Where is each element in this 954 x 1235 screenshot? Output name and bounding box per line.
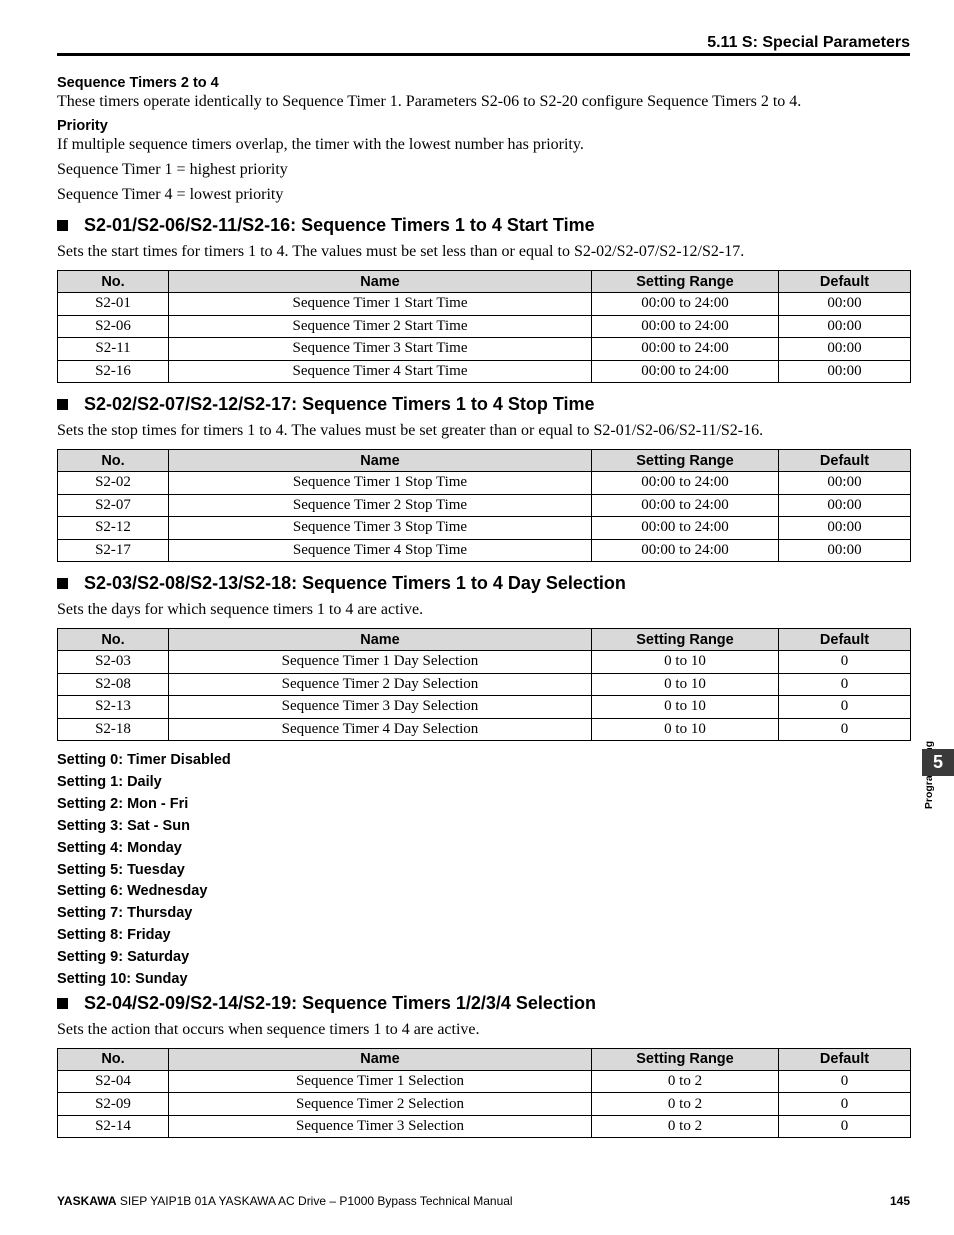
- cell-range: 0 to 10: [592, 651, 779, 674]
- section-title: S2-04/S2-09/S2-14/S2-19: Sequence Timers 1/2/3/4 Selection: [84, 992, 596, 1013]
- cell-range: 00:00 to 24:00: [592, 315, 779, 338]
- column-header-no: No.: [58, 271, 169, 293]
- footer-manual-title: SIEP YAIP1B 01A YASKAWA AC Drive – P1000 Bypass Technical Manual: [119, 1194, 513, 1208]
- table-row: [58, 1070, 911, 1093]
- page-content: [57, 74, 910, 1138]
- list-item: Setting 10: Sunday: [57, 971, 188, 988]
- cell-name: Sequence Timer 2 Day Selection: [169, 673, 592, 696]
- parameter-table: [57, 449, 911, 562]
- cell-no: S2-11: [58, 338, 169, 361]
- table-row: [58, 696, 911, 719]
- cell-no: S2-03: [58, 651, 169, 674]
- section-description: Sets the action that occurs when sequence timers 1 to 4 are active.: [57, 1020, 480, 1038]
- timers-2-4-heading: Sequence Timers 2 to 4: [57, 75, 219, 91]
- cell-name: Sequence Timer 1 Day Selection: [169, 651, 592, 674]
- cell-default: 0: [779, 673, 911, 696]
- list-item: Setting 9: Saturday: [57, 949, 190, 966]
- table-header-row: [58, 629, 911, 651]
- day-settings-list: [57, 750, 910, 991]
- bullet-square-icon: [57, 578, 68, 589]
- column-header-name: Name: [169, 629, 592, 651]
- cell-range: 00:00 to 24:00: [592, 539, 779, 562]
- cell-no: S2-17: [58, 539, 169, 562]
- column-header-no: No.: [58, 450, 169, 472]
- cell-default: 0: [779, 1115, 911, 1138]
- footer-brand: YASKAWA: [57, 1194, 117, 1208]
- table-row: [58, 651, 911, 674]
- column-header-no: No.: [58, 629, 169, 651]
- column-header-name: Name: [169, 1048, 592, 1070]
- cell-default: 00:00: [779, 472, 911, 495]
- table-header-row: [58, 450, 911, 472]
- table-row: [58, 517, 911, 540]
- cell-default: 00:00: [779, 360, 911, 383]
- chapter-tab-number: 5: [922, 749, 954, 776]
- cell-default: 00:00: [779, 338, 911, 361]
- bullet-square-icon: [57, 220, 68, 231]
- cell-no: S2-13: [58, 696, 169, 719]
- column-header-default: Default: [779, 271, 911, 293]
- cell-name: Sequence Timer 2 Stop Time: [169, 494, 592, 517]
- priority-highest: Sequence Timer 1 = highest priority: [57, 161, 288, 178]
- list-item: Setting 0: Timer Disabled: [57, 752, 231, 768]
- cell-no: S2-07: [58, 494, 169, 517]
- cell-name: Sequence Timer 1 Selection: [169, 1070, 592, 1093]
- table-row: [58, 338, 911, 361]
- table-header-row: [58, 271, 911, 293]
- table-row: [58, 1093, 911, 1116]
- cell-no: S2-02: [58, 472, 169, 495]
- list-item: Setting 1: Daily: [57, 773, 162, 790]
- cell-default: 00:00: [779, 539, 911, 562]
- cell-default: 0: [779, 1093, 911, 1116]
- table-row: [58, 472, 911, 495]
- cell-default: 00:00: [779, 293, 911, 316]
- cell-name: Sequence Timer 4 Start Time: [169, 360, 592, 383]
- cell-name: Sequence Timer 2 Selection: [169, 1093, 592, 1116]
- cell-range: 0 to 2: [592, 1115, 779, 1138]
- cell-default: 00:00: [779, 517, 911, 540]
- cell-no: S2-08: [58, 673, 169, 696]
- cell-no: S2-04: [58, 1070, 169, 1093]
- bullet-square-icon: [57, 399, 68, 410]
- cell-name: Sequence Timer 3 Stop Time: [169, 517, 592, 540]
- footer-manual-info: [57, 1194, 513, 1208]
- table-row: [58, 494, 911, 517]
- cell-no: S2-06: [58, 315, 169, 338]
- priority-heading: Priority: [57, 118, 108, 134]
- list-item: Setting 7: Thursday: [57, 905, 193, 922]
- page-header-title: 5.11 S: Special Parameters: [707, 34, 910, 51]
- cell-no: S2-14: [58, 1115, 169, 1138]
- list-item: Setting 5: Tuesday: [57, 861, 185, 878]
- cell-name: Sequence Timer 3 Start Time: [169, 338, 592, 361]
- column-header-range: Setting Range: [592, 450, 779, 472]
- table-row: [58, 1115, 911, 1138]
- bullet-square-icon: [57, 998, 68, 1009]
- cell-no: S2-16: [58, 360, 169, 383]
- cell-name: Sequence Timer 4 Stop Time: [169, 539, 592, 562]
- column-header-range: Setting Range: [592, 271, 779, 293]
- section-description: Sets the start times for timers 1 to 4. The values must be set less than or equal to S2-02/S2-07/S2-12/S2-17.: [57, 243, 745, 260]
- cell-range: 00:00 to 24:00: [592, 494, 779, 517]
- parameter-table: [57, 1048, 911, 1139]
- table-row: [58, 293, 911, 316]
- list-item: Setting 3: Sat - Sun: [57, 817, 190, 834]
- column-header-default: Default: [779, 1048, 911, 1070]
- column-header-no: No.: [58, 1048, 169, 1070]
- cell-name: Sequence Timer 3 Day Selection: [169, 696, 592, 719]
- section-heading: [57, 394, 910, 415]
- cell-default: 0: [779, 696, 911, 719]
- column-header-range: Setting Range: [592, 629, 779, 651]
- cell-range: 00:00 to 24:00: [592, 517, 779, 540]
- cell-name: Sequence Timer 1 Start Time: [169, 293, 592, 316]
- cell-default: 0: [779, 651, 911, 674]
- cell-default: 00:00: [779, 315, 911, 338]
- section-heading: [57, 993, 910, 1014]
- cell-no: S2-09: [58, 1093, 169, 1116]
- column-header-range: Setting Range: [592, 1048, 779, 1070]
- table-row: [58, 539, 911, 562]
- cell-range: 00:00 to 24:00: [592, 472, 779, 495]
- section-title: S2-02/S2-07/S2-12/S2-17: Sequence Timers 1 to 4 Stop Time: [84, 394, 595, 414]
- column-header-name: Name: [169, 450, 592, 472]
- priority-text: If multiple sequence timers overlap, the timer with the lowest number has priority.: [57, 136, 584, 153]
- table-row: [58, 718, 911, 741]
- cell-default: 00:00: [779, 494, 911, 517]
- cell-default: 0: [779, 1070, 911, 1093]
- cell-name: Sequence Timer 4 Day Selection: [169, 718, 592, 741]
- cell-range: 0 to 2: [592, 1093, 779, 1116]
- section-title: S2-03/S2-08/S2-13/S2-18: Sequence Timers 1 to 4 Day Selection: [84, 573, 626, 593]
- list-item: Setting 2: Mon - Fri: [57, 795, 189, 812]
- table-row: [58, 360, 911, 383]
- column-header-default: Default: [779, 450, 911, 472]
- cell-no: S2-12: [58, 517, 169, 540]
- priority-lowest: Sequence Timer 4 = lowest priority: [57, 186, 284, 203]
- table-row: [58, 315, 911, 338]
- section-description: Sets the stop times for timers 1 to 4. The values must be set greater than or equal to S2-01/S2-06/S2-11/S2-16.: [57, 422, 764, 439]
- cell-no: S2-18: [58, 718, 169, 741]
- header-rule: [57, 53, 910, 56]
- timers-2-4-text: These timers operate identically to Sequence Timer 1. Parameters S2-06 to S2-20 configure Sequence Timers 2 to 4.: [57, 93, 802, 110]
- section-title: S2-01/S2-06/S2-11/S2-16: Sequence Timers 1 to 4 Start Time: [84, 215, 595, 235]
- cell-range: 00:00 to 24:00: [592, 338, 779, 361]
- list-item: Setting 4: Monday: [57, 839, 182, 856]
- section-heading: [57, 573, 910, 594]
- cell-range: 0 to 2: [592, 1070, 779, 1093]
- column-header-default: Default: [779, 629, 911, 651]
- column-header-name: Name: [169, 271, 592, 293]
- table-row: [58, 673, 911, 696]
- cell-range: 00:00 to 24:00: [592, 293, 779, 316]
- cell-range: 0 to 10: [592, 696, 779, 719]
- section-heading: [57, 215, 910, 236]
- parameter-table: [57, 270, 911, 383]
- cell-no: S2-01: [58, 293, 169, 316]
- list-item: Setting 6: Wednesday: [57, 883, 208, 900]
- cell-range: 00:00 to 24:00: [592, 360, 779, 383]
- cell-name: Sequence Timer 3 Selection: [169, 1115, 592, 1138]
- parameter-table: [57, 628, 911, 741]
- cell-default: 0: [779, 718, 911, 741]
- cell-name: Sequence Timer 1 Stop Time: [169, 472, 592, 495]
- cell-range: 0 to 10: [592, 718, 779, 741]
- list-item: Setting 8: Friday: [57, 927, 171, 944]
- page-number: 145: [889, 1194, 910, 1208]
- section-description: Sets the days for which sequence timers 1 to 4 are active.: [57, 601, 424, 618]
- cell-name: Sequence Timer 2 Start Time: [169, 315, 592, 338]
- table-header-row: [58, 1048, 911, 1070]
- cell-range: 0 to 10: [592, 673, 779, 696]
